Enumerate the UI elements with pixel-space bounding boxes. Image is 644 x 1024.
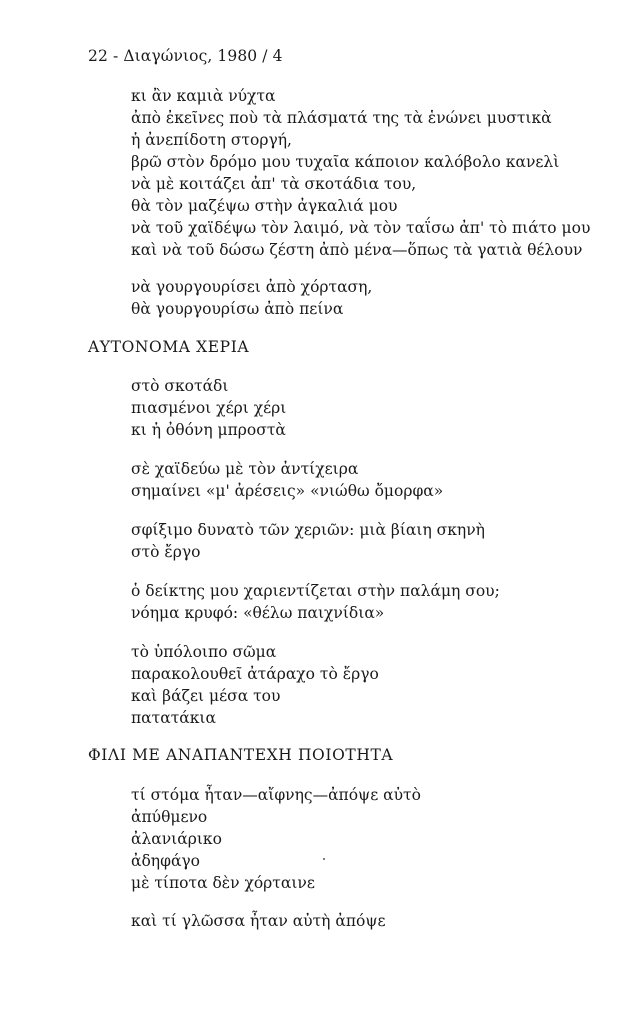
poem-line: βρῶ στὸν δρόμο μου τυχαῖα κάποιον καλόβολο κανελὶ: [131, 153, 560, 171]
poem-line: ἡ ἀνεπίδοτη στοργή,: [131, 131, 292, 149]
poem-line: μὲ τίποτα δὲν χόρταινε: [131, 874, 315, 892]
poem-line: παρακολουθεῖ ἀτάραχο τὸ ἔργο: [131, 665, 379, 683]
poem-line: κι ἂν καμιὰ νύχτα: [131, 87, 276, 105]
running-head: 22 - Διαγώνιος, 1980 / 4: [88, 47, 283, 65]
section-title: ΦΙΛΙ ΜΕ ΑΝΑΠΑΝΤΕΧΗ ΠΟΙΟΤΗΤΑ: [88, 746, 394, 764]
section-title: ΑΥΤΟΝΟΜΑ ΧΕΡΙΑ: [88, 338, 250, 356]
poem-line: καὶ βάζει μέσα του: [131, 687, 281, 705]
print-speck: [323, 858, 325, 860]
poem-line: θὰ τὸν μαζέψω στὴν ἀγκαλιά μου: [131, 197, 398, 215]
poem-line: σφίξιμο δυνατὸ τῶν χεριῶν: μιὰ βίαιη σκηνὴ: [131, 521, 485, 539]
poem-line: ὁ δείκτης μου χαριεντίζεται στὴν παλάμη σου;: [131, 582, 500, 600]
poem-line: νὰ μὲ κοιτάζει ἀπ' τὰ σκοτάδια του,: [131, 175, 417, 193]
poem-line: νὰ γουργουρίσει ἀπὸ χόρταση,: [131, 278, 373, 296]
poem-line: κι ἡ ὀθόνη μπροστὰ: [131, 421, 286, 439]
poem-line: σημαίνει «μ' ἀρέσεις» «νιώθω ὄμορφα»: [131, 482, 444, 500]
poem-line: σὲ χαϊδεύω μὲ τὸν ἀντίχειρα: [131, 460, 359, 478]
poem-line: τί στόμα ἦταν—αἴφνης—ἀπόψε αὐτὸ: [131, 786, 421, 804]
poem-line: ἀπὸ ἐκεῖνες ποὺ τὰ πλάσματά της τὰ ἑνώνει μυστικὰ: [131, 109, 552, 127]
poem-line: νὰ τοῦ χαϊδέψω τὸν λαιμό, νὰ τὸν ταΐσω ἀπ' τὸ πιάτο μου: [131, 219, 591, 237]
poem-line: ἀδηφάγο: [131, 852, 201, 870]
poem-line: στὸ σκοτάδι: [131, 377, 229, 395]
poem-line: νόημα κρυφό: «θέλω παιχνίδια»: [131, 604, 385, 622]
poem-line: θὰ γουργουρίσω ἀπὸ πείνα: [131, 300, 344, 318]
poem-line: ἀπύθμενο: [131, 808, 208, 826]
poem-line: καὶ νὰ τοῦ δώσω ζέστη ἀπὸ μένα—ὅπως τὰ γατιὰ θέλουν: [131, 241, 583, 259]
poem-line: ἀλανιάρικο: [131, 830, 222, 848]
poem-line: καὶ τί γλῶσσα ἦταν αὐτὴ ἀπόψε: [131, 912, 386, 930]
poem-line: τὸ ὑπόλοιπο σῶμα: [131, 643, 277, 661]
poem-line: πατατάκια: [131, 709, 216, 727]
poem-line: στὸ ἔργο: [131, 543, 201, 561]
poem-line: πιασμένοι χέρι χέρι: [131, 399, 287, 417]
